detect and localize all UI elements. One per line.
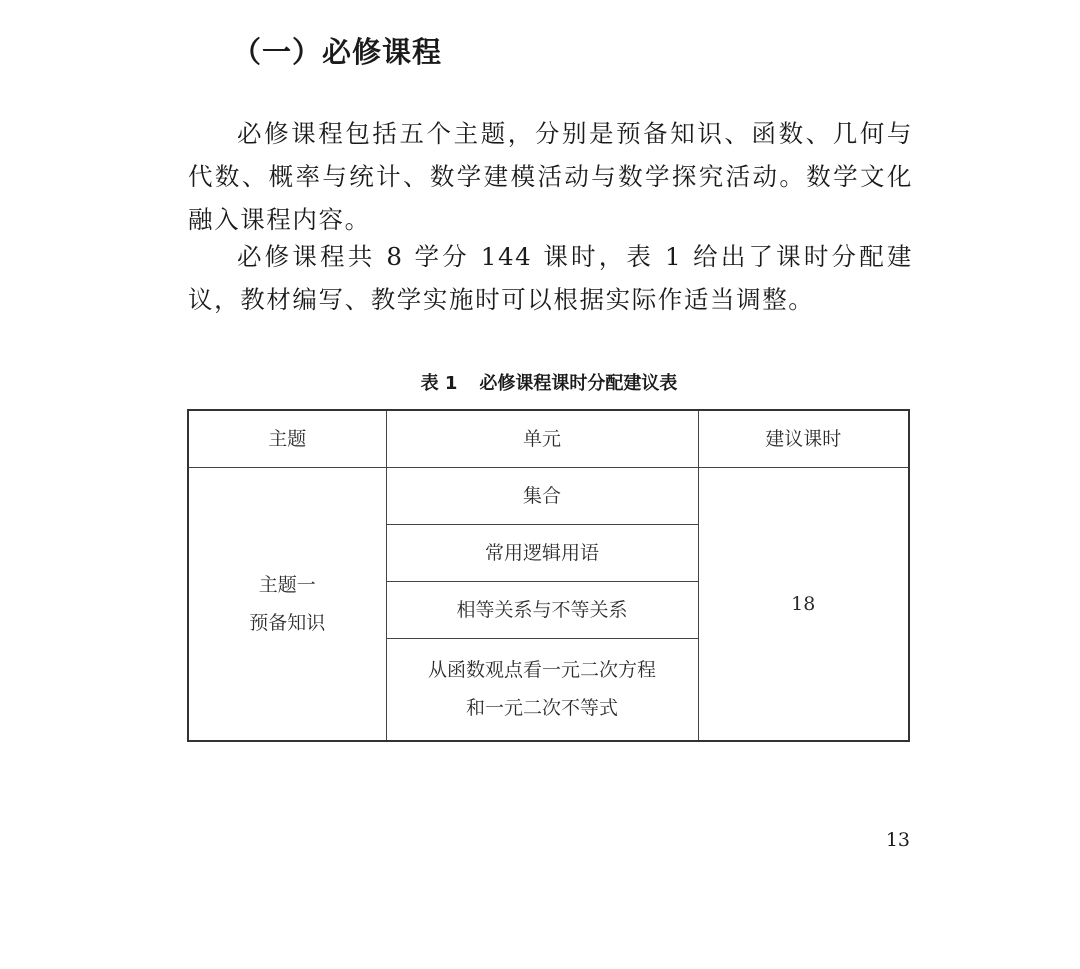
header-topic: 主题: [188, 410, 386, 467]
topic-number: 主题一: [258, 573, 316, 596]
body-paragraph: 必修课程共 8 学分 144 课时，表 1 给出了课时分配建议，教材编写、教学实施时可以根据实际作适当调整。: [188, 242, 913, 314]
topic-cell: [188, 467, 386, 741]
table-header-row: [188, 410, 909, 467]
section-heading: （一）必修课程: [232, 35, 443, 69]
table-row: [188, 467, 909, 524]
unit-cell: 常用逻辑用语: [386, 524, 698, 581]
body-paragraph: 必修课程包括五个主题，分别是预备知识、函数、几何与代数、概率与统计、数学建模活动与数学探究活动。数学文化融入课程内容。: [188, 119, 913, 234]
course-hours-table: [187, 409, 910, 742]
hours-cell: 18: [698, 467, 909, 741]
topic-name: 预备知识: [249, 611, 326, 634]
table-caption: [188, 369, 910, 395]
table-caption-label: 表 1: [420, 373, 458, 394]
page-number: 13: [885, 829, 910, 851]
unit-cell: [386, 638, 698, 741]
unit-line: 从函数观点看一元二次方程: [427, 659, 656, 682]
unit-cell: 相等关系与不等关系: [386, 581, 698, 638]
table-caption-title: 必修课程课时分配建议表: [479, 373, 678, 394]
unit-cell: 集合: [386, 467, 698, 524]
header-unit: 单元: [386, 410, 698, 467]
header-hours: 建议课时: [698, 410, 909, 467]
unit-line: 和一元二次不等式: [465, 697, 618, 720]
